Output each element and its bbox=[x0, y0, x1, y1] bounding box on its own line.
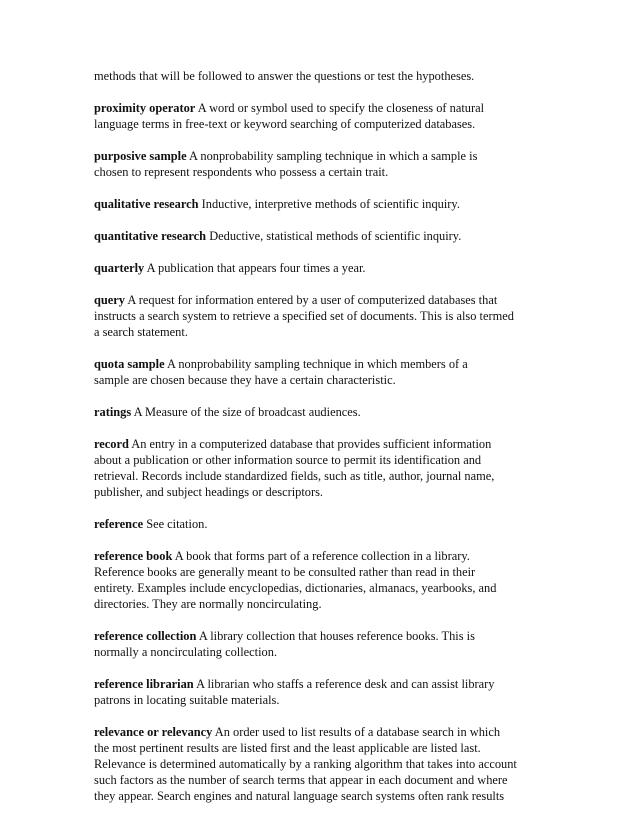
definition-line bbox=[94, 148, 594, 164]
glossary-term: quarterly bbox=[94, 261, 145, 275]
definition-line bbox=[94, 724, 594, 740]
definition-text: normally a noncirculating collection. bbox=[94, 645, 278, 659]
definition-text: A book that forms part of a reference collection in a library. bbox=[174, 549, 470, 563]
glossary-entry bbox=[94, 516, 594, 532]
glossary-term: proximity operator bbox=[94, 101, 196, 115]
definition-text: Inductive, interpretive methods of scientific inquiry. bbox=[201, 197, 460, 211]
definition-line bbox=[94, 452, 594, 468]
definition-text: See citation. bbox=[146, 517, 208, 531]
definition-text: language terms in free-text or keyword searching of computerized databases. bbox=[94, 117, 476, 131]
glossary-entry bbox=[94, 68, 594, 84]
definition-text: patrons in locating suitable materials. bbox=[94, 693, 280, 707]
glossary-entry bbox=[94, 260, 594, 276]
definition-text: Deductive, statistical methods of scientific inquiry. bbox=[209, 229, 462, 243]
definition-line bbox=[94, 756, 594, 772]
definition-text: a search statement. bbox=[94, 325, 188, 339]
definition-line bbox=[94, 516, 594, 532]
definition-line bbox=[94, 308, 594, 324]
glossary-entry bbox=[94, 436, 594, 500]
definition-line bbox=[94, 548, 594, 564]
glossary-term: reference bbox=[94, 517, 144, 531]
glossary-term: reference collection bbox=[94, 629, 197, 643]
definition-text: A nonprobability sampling technique in which a sample is bbox=[189, 149, 478, 163]
definition-text: the most pertinent results are listed first and the least applicable are listed last. bbox=[94, 741, 481, 755]
definition-line bbox=[94, 676, 594, 692]
definition-text: A request for information entered by a user of computerized databases that bbox=[127, 293, 498, 307]
definition-text: Reference books are generally meant to be consulted rather than read in their bbox=[94, 565, 476, 579]
definition-line bbox=[94, 324, 594, 340]
glossary-term: qualitative research bbox=[94, 197, 199, 211]
glossary-entry bbox=[94, 548, 594, 612]
definition-line bbox=[94, 596, 594, 612]
glossary-term: ratings bbox=[94, 405, 132, 419]
glossary-term: reference librarian bbox=[94, 677, 194, 691]
definition-text: A word or symbol used to specify the closeness of natural bbox=[197, 101, 485, 115]
definition-line bbox=[94, 740, 594, 756]
definition-line bbox=[94, 164, 594, 180]
definition-line bbox=[94, 372, 594, 388]
definition-text: A library collection that houses reference books. This is bbox=[198, 629, 475, 643]
glossary-term: purposive sample bbox=[94, 149, 187, 163]
glossary-entry bbox=[94, 100, 594, 132]
glossary-entry bbox=[94, 148, 594, 180]
definition-line bbox=[94, 116, 594, 132]
glossary-term: record bbox=[94, 437, 129, 451]
definition-line bbox=[94, 68, 594, 84]
glossary-term: query bbox=[94, 293, 125, 307]
definition-text: chosen to represent respondents who possess a certain trait. bbox=[94, 165, 389, 179]
definition-line bbox=[94, 292, 594, 308]
definition-text: A publication that appears four times a year. bbox=[146, 261, 366, 275]
definition-line bbox=[94, 436, 594, 452]
definition-line bbox=[94, 484, 594, 500]
glossary-entry bbox=[94, 628, 594, 660]
definition-text: retrieval. Records include standardized fields, such as title, author, journal name, bbox=[94, 469, 495, 483]
definition-text: An order used to list results of a database search in which bbox=[214, 725, 501, 739]
definition-text: instructs a search system to retrieve a specified set of documents. This is also termed bbox=[94, 309, 514, 323]
glossary-entry bbox=[94, 196, 594, 212]
definition-line bbox=[94, 628, 594, 644]
glossary-page bbox=[94, 68, 594, 820]
definition-text: Relevance is determined automatically by a ranking algorithm that takes into account bbox=[94, 757, 517, 771]
glossary-entry bbox=[94, 228, 594, 244]
definition-text: such factors as the number of search terms that appear in each document and where bbox=[94, 773, 508, 787]
definition-line bbox=[94, 788, 594, 804]
glossary-entry bbox=[94, 356, 594, 388]
definition-text: entirety. Examples include encyclopedias, dictionaries, almanacs, yearbooks, and bbox=[94, 581, 497, 595]
definition-line bbox=[94, 196, 594, 212]
definition-text: methods that will be followed to answer the questions or test the hypotheses. bbox=[94, 69, 475, 83]
definition-line bbox=[94, 468, 594, 484]
definition-text: sample are chosen because they have a certain characteristic. bbox=[94, 373, 396, 387]
glossary-entries bbox=[94, 68, 594, 804]
definition-line bbox=[94, 404, 594, 420]
definition-text: An entry in a computerized database that provides sufficient information bbox=[131, 437, 492, 451]
definition-text: A librarian who staffs a reference desk and can assist library bbox=[196, 677, 495, 691]
glossary-term: quantitative research bbox=[94, 229, 207, 243]
definition-line bbox=[94, 228, 594, 244]
glossary-term: reference book bbox=[94, 549, 173, 563]
glossary-entry bbox=[94, 724, 594, 804]
definition-text: A Measure of the size of broadcast audiences. bbox=[133, 405, 361, 419]
definition-text: they appear. Search engines and natural language search systems often rank results bbox=[94, 789, 505, 803]
glossary-entry bbox=[94, 676, 594, 708]
glossary-term: relevance or relevancy bbox=[94, 725, 213, 739]
definition-line bbox=[94, 644, 594, 660]
glossary-entry bbox=[94, 292, 594, 340]
definition-text: directories. They are normally noncirculating. bbox=[94, 597, 322, 611]
definition-line bbox=[94, 772, 594, 788]
definition-text: about a publication or other information source to permit its identification and bbox=[94, 453, 482, 467]
definition-line bbox=[94, 580, 594, 596]
glossary-entry bbox=[94, 404, 594, 420]
definition-line bbox=[94, 356, 594, 372]
definition-text: A nonprobability sampling technique in which members of a bbox=[167, 357, 468, 371]
definition-text: publisher, and subject headings or descriptors. bbox=[94, 485, 324, 499]
definition-line bbox=[94, 692, 594, 708]
definition-line bbox=[94, 100, 594, 116]
definition-line bbox=[94, 564, 594, 580]
glossary-term: quota sample bbox=[94, 357, 165, 371]
definition-line bbox=[94, 260, 594, 276]
